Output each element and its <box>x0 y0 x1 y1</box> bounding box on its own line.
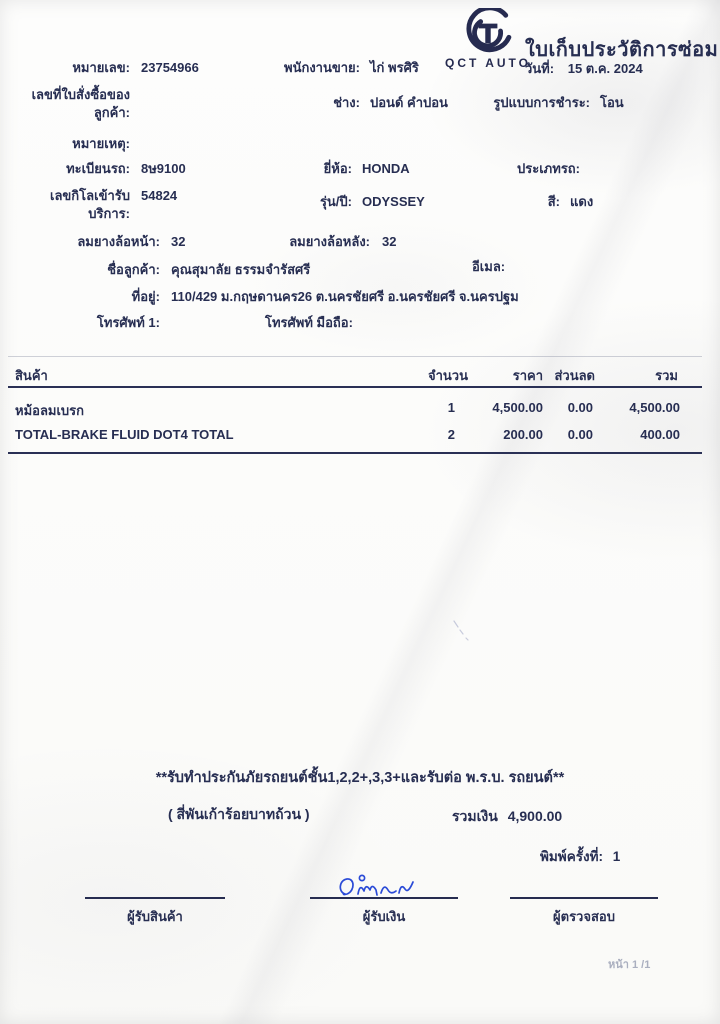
item-discount: 0.00 <box>567 427 593 442</box>
item-product: หม้อลมเบรก <box>15 403 85 418</box>
customer-name-label: ชื่อลูกค้า: <box>107 262 160 277</box>
model-value: ODYSSEY <box>362 194 425 209</box>
brand-value: HONDA <box>362 161 410 176</box>
note-label: หมายเหตุ: <box>72 136 130 151</box>
doc-no-value: 23754966 <box>141 60 199 75</box>
phone1-label: โทรศัพท์ 1: <box>96 315 160 330</box>
item-discount: 0.00 <box>567 400 593 415</box>
vehicle-type-label: ประเภทรถ: <box>517 161 580 176</box>
logo-wordmark: QCT AUTO <box>445 56 531 70</box>
salesperson-value: ไก่ พรศิริ <box>370 60 419 75</box>
color-label: สี: <box>547 194 560 209</box>
col-header-total: รวม <box>655 368 678 383</box>
doc-no-label: หมายเลข: <box>72 60 130 75</box>
col-header-discount: ส่วนลด <box>554 368 595 383</box>
item-price: 200.00 <box>503 427 543 442</box>
po-label-line1: เลขที่ใบสั่งซื้อของ <box>31 87 130 102</box>
col-header-qty: จำนวน <box>428 368 468 383</box>
mechanic-label: ช่าง: <box>333 95 360 110</box>
color-value: แดง <box>570 194 594 209</box>
print-count-row <box>540 845 620 867</box>
page-title: ใบเก็บประวัติการซ่อม <box>525 39 719 61</box>
customer-name-value: คุณสุมาลัย ธรรมจำรัสศรี <box>171 262 311 277</box>
grand-total-row <box>452 806 562 828</box>
front-tire-value: 32 <box>171 234 186 249</box>
stray-pen-mark <box>448 615 478 645</box>
item-price: 4,500.00 <box>492 400 543 415</box>
date-row <box>525 62 643 77</box>
address-value: 110/429 ม.กฤษดานคร26 ต.นครชัยศรี อ.นครชัยศรี จ.นครปฐม <box>171 289 519 304</box>
odometer-label-line2: บริการ: <box>88 206 130 221</box>
rear-tire-value: 32 <box>382 234 397 249</box>
rear-tire-label: ลมยางล้อหลัง: <box>289 234 370 249</box>
grand-total-value: 4,900.00 <box>507 808 563 824</box>
col-header-product: สินค้า <box>15 368 48 383</box>
payment-label: รูปแบบการชำระ: <box>493 95 590 110</box>
date-label: วันที่: <box>525 61 555 76</box>
front-tire-label: ลมยางล้อหน้า: <box>77 234 160 249</box>
mobile-label: โทรศัพท์ มือถือ: <box>265 315 353 330</box>
email-label: อีเมล: <box>472 259 506 274</box>
signature-line-cashier <box>310 897 458 899</box>
insurance-promo-line: **รับทำประกันภัยรถยนต์ชั้น1,2,2+,3,3+และรับต่อ พ.ร.บ. รถยนต์** <box>155 770 565 786</box>
model-label: รุ่น/ปี: <box>319 194 352 209</box>
payment-value: โอน <box>600 95 624 110</box>
odometer-label-line1: เลขกิโลเข้ารับ <box>50 188 130 203</box>
table-top-rule <box>8 356 702 357</box>
table-header-rule <box>8 386 702 388</box>
item-total: 400.00 <box>640 427 680 442</box>
plate-label: ทะเบียนรถ: <box>66 161 130 176</box>
brand-label: ยี่ห้อ: <box>323 161 352 176</box>
odometer-value: 54824 <box>141 188 178 203</box>
table-bottom-rule <box>8 452 702 454</box>
po-label-line2: ลูกค้า: <box>93 105 130 120</box>
print-count-label: พิมพ์ครั้งที่: <box>540 849 603 864</box>
signature-label-goods: ผู้รับสินค้า <box>127 909 183 924</box>
address-label: ที่อยู่: <box>131 289 160 304</box>
col-header-price: ราคา <box>512 368 543 383</box>
salesperson-label: พนักงานขาย: <box>284 60 360 75</box>
item-qty: 1 <box>447 400 455 415</box>
signature-label-inspector: ผู้ตรวจสอบ <box>553 909 615 924</box>
item-qty: 2 <box>447 427 455 442</box>
item-total: 4,500.00 <box>629 400 680 415</box>
signature-label-cashier: ผู้รับเงิน <box>362 909 406 924</box>
date-value: 15 ต.ค. 2024 <box>567 61 643 76</box>
signature-line-inspector <box>510 897 658 899</box>
amount-in-words: ( สี่พันเก้าร้อยบาทถ้วน ) <box>168 806 310 822</box>
grand-total-label: รวมเงิน <box>452 808 498 824</box>
handwritten-signature <box>335 872 435 900</box>
mechanic-value: ปอนด์ คำปอน <box>370 95 448 110</box>
item-product: TOTAL-BRAKE FLUID DOT4 TOTAL <box>15 427 234 442</box>
plate-value: 8ษ9100 <box>141 161 186 176</box>
page-number: หน้า 1 /1 <box>608 959 651 971</box>
print-count-value: 1 <box>612 849 621 864</box>
qct-auto-logo-icon <box>454 8 522 54</box>
signature-line-goods <box>85 897 225 899</box>
